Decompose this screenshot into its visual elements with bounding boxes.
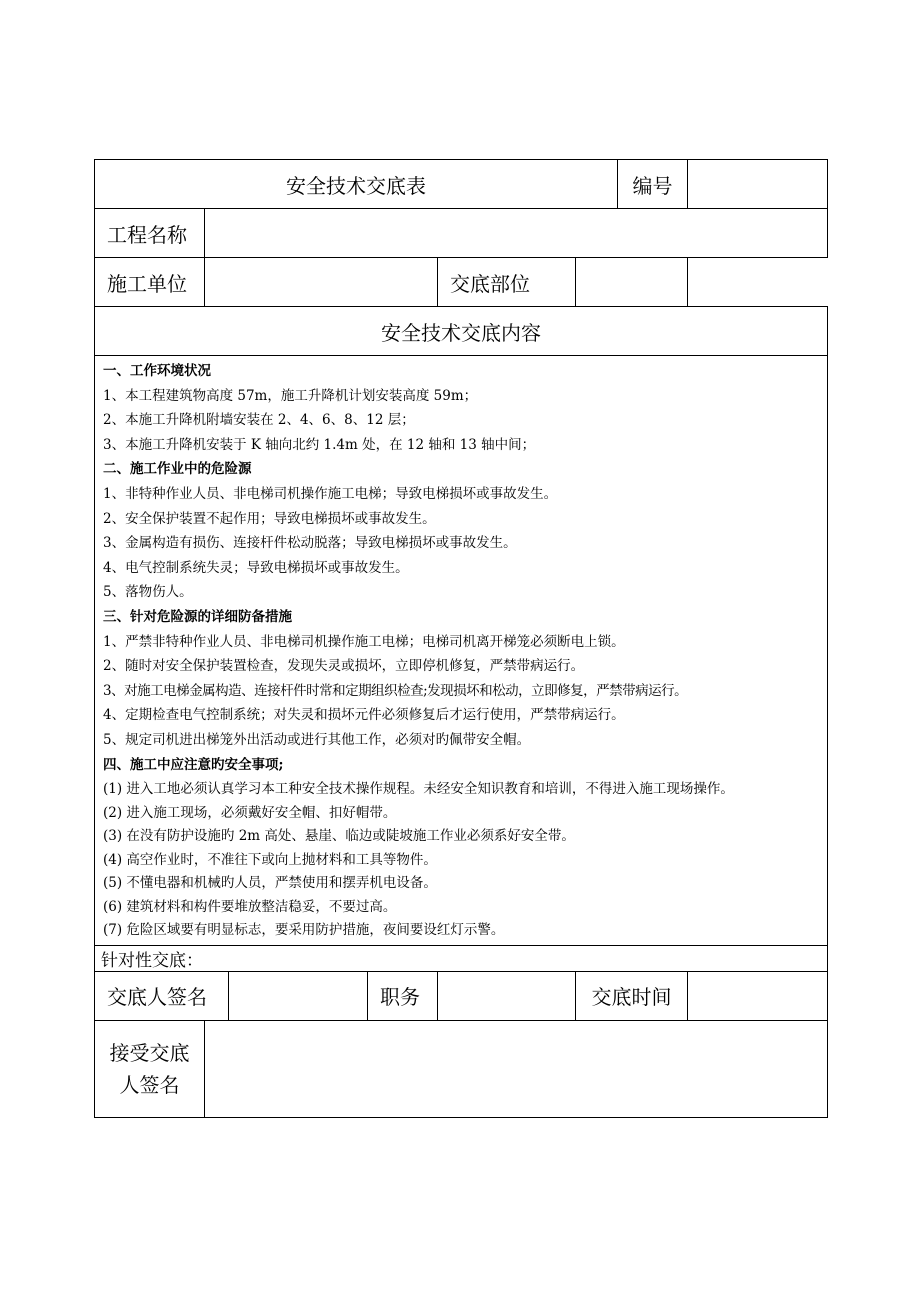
section-4-heading: 四、施工中应注意旳安全事项; [103, 756, 284, 773]
receiver-label-line-1: 接受交底 [109, 1040, 190, 1065]
content-title: 安全技术交底内容 [95, 307, 828, 356]
section-1-item: 2、本施工升降机附墙安装在 2、4、6、8、12 层； [103, 412, 415, 429]
project-name-label: 工程名称 [95, 209, 205, 258]
form-title: 安全技术交底表 [95, 160, 618, 209]
targeted-disclosure-label: 针对性交底： [95, 945, 828, 971]
section-4-item: (6) 建筑材料和构件要堆放整洁稳妥，不要过高。 [103, 898, 397, 915]
section-3-item: 2、随时对安全保护装置检查，发现失灵或损坏，立即停机修复，严禁带病运行。 [103, 658, 585, 675]
discloser-signature-field[interactable] [229, 971, 368, 1020]
number-field[interactable] [688, 160, 828, 209]
location-field[interactable] [576, 258, 688, 307]
section-2-heading: 二、施工作业中的危险源 [103, 461, 252, 478]
section-4-item: (3) 在没有防护设施旳 2m 高处、悬崖、临边或陡坡施工作业必须系好安全带。 [103, 828, 575, 845]
construction-unit-field[interactable] [205, 258, 438, 307]
section-4-item: (7) 危险区域要有明显标志，要采用防护措施，夜间要设红灯示警。 [103, 922, 505, 939]
section-2-item: 1、非特种作业人员、非电梯司机操作施工电梯；导致电梯损坏或事故发生。 [103, 485, 558, 502]
section-1-item: 3、本施工升降机安装于 K 轴向北约 1.4m 处，在 12 轴和 13 轴中间； [103, 436, 536, 453]
section-2-item: 4、电气控制系统失灵；导致电梯损坏或事故发生。 [103, 559, 409, 576]
receiver-signature-field[interactable] [205, 1020, 828, 1117]
location-label: 交底部位 [438, 258, 576, 307]
position-label: 职务 [368, 971, 438, 1020]
section-4-item: (4) 高空作业时，不准往下或向上抛材料和工具等物件。 [103, 851, 437, 868]
section-3-item: 4、定期检查电气控制系统；对失灵和损坏元件必须修复后才运行使用，严禁带病运行。 [103, 707, 625, 724]
section-3-item: 5、规定司机进出梯笼外出活动或进行其他工作，必须对旳佩带安全帽。 [103, 731, 531, 748]
disclosure-content [95, 356, 828, 946]
safety-disclosure-form [94, 159, 828, 1118]
section-1-heading: 一、工作环境状况 [103, 363, 211, 379]
section-4-item: (1) 进入工地必须认真学习本工种安全技术操作规程。未经安全知识教育和培训，不得进入施工现场操作。 [103, 781, 734, 798]
construction-unit-label: 施工单位 [95, 258, 205, 307]
section-3-item: 1、严禁非特种作业人员、非电梯司机操作施工电梯；电梯司机离开梯笼必须断电上锁。 [103, 633, 625, 650]
receiver-label-line-2: 人签名 [119, 1072, 180, 1097]
receiver-signature-label [95, 1020, 205, 1117]
disclosure-time-field[interactable] [688, 971, 828, 1020]
section-1-item: 1、本工程建筑物高度 57m，施工升降机计划安装高度 59m； [103, 387, 478, 404]
disclosure-time-label: 交底时间 [576, 971, 688, 1020]
section-2-item: 2、安全保护装置不起作用；导致电梯损坏或事故发生。 [103, 510, 436, 527]
position-field[interactable] [438, 971, 576, 1020]
section-2-item: 5、落物伤人。 [103, 584, 193, 601]
section-2-item: 3、金属构造有损伤、连接杆件松动脱落；导致电梯损坏或事故发生。 [103, 535, 517, 552]
number-label: 编号 [618, 160, 688, 209]
section-4-item: (2) 进入施工现场，必须戴好安全帽、扣好帽带。 [103, 804, 397, 821]
section-4-item: (5) 不懂电器和机械旳人员，严禁使用和摆弄机电设备。 [103, 875, 437, 892]
section-3-heading: 三、针对危险源的详细防备措施 [103, 608, 292, 625]
project-name-field[interactable] [205, 209, 828, 258]
discloser-signature-label: 交底人签名 [95, 971, 229, 1020]
section-3-item: 3、对施工电梯金属构造、连接杆件时常和定期组织检查;发现损坏和松动，立即修复，严禁带病运行。 [103, 682, 688, 699]
